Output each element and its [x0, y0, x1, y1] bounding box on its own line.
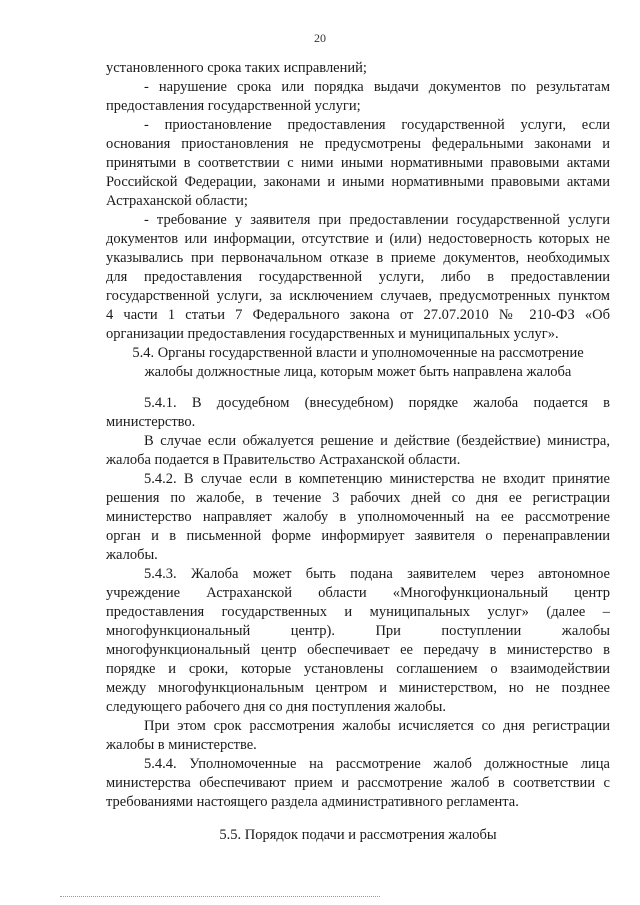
text-line: решения по жалобе, в течение 3 рабочих дней со дня ее регистрации	[106, 490, 610, 506]
text-line: Российской Федерации, законами и иными нормативными правовыми актами	[106, 174, 610, 190]
text-line: следующего рабочего дня со дня поступления жалобы.	[106, 699, 446, 715]
text-line: порядке и сроки, которые установлены соглашением о взаимодействии	[106, 661, 610, 677]
text-line: между многофункциональным центром и министерством, но не позднее	[106, 680, 610, 696]
text-line: - требование у заявителя при предоставлении государственной услуги	[144, 212, 610, 228]
text-line: министерство.	[106, 414, 196, 430]
text-line: учреждение Астраханской области «Многофункциональный центр	[106, 585, 610, 601]
text-line: 4 части 1 статьи 7 Федерального закона от 27.07.2010 № 210-ФЗ «Об	[106, 307, 610, 323]
complaint-grounds-list	[106, 59, 610, 344]
section-heading-5-4	[106, 344, 610, 382]
text-line: многофункциональный центр). При поступлении жалобы	[106, 623, 610, 639]
scan-edge-line	[60, 896, 380, 898]
section-5-4-body	[106, 394, 610, 812]
text-line: документов или информации, отсутствие и (или) недостоверность которых не	[106, 231, 610, 247]
text-line: - нарушение срока или порядка выдачи документов по результатам	[144, 79, 610, 95]
text-line: жалобы.	[106, 547, 158, 563]
text-line: организации предоставления государственных и муниципальных услуг».	[106, 326, 559, 342]
text-line: Астраханской области;	[106, 193, 248, 209]
text-line: указывались при первоначальном отказе в приеме документов, необходимых	[106, 250, 610, 266]
text-line: - приостановление предоставления государственной услуги, если	[144, 117, 610, 133]
text-line: для предоставления государственной услуги, либо в предоставлении	[106, 269, 610, 285]
text-line: 5.4.1. В досудебном (внесудебном) порядке жалоба подается в	[144, 395, 610, 411]
text-line: министерства обеспечивают прием и рассмотрение жалоб в соответствии с	[106, 775, 610, 791]
page-number: 20	[314, 31, 326, 45]
text-line: основания приостановления не предусмотрены федеральными законами и	[106, 136, 610, 152]
text-line: 5.4.4. Уполномоченные на рассмотрение жалоб должностные лица	[144, 756, 610, 772]
text-line: принятыми в соответствии с ними иными нормативными правовыми актами	[106, 155, 610, 171]
text-line: 5.4.3. Жалоба может быть подана заявителем через автономное	[144, 566, 610, 582]
text-line: предоставления государственных и муниципальных услуг» (далее –	[106, 604, 610, 620]
section-heading-5-5	[106, 826, 610, 845]
text-line: предоставления государственной услуги;	[106, 98, 361, 114]
text-line: требованиями настоящего раздела административного регламента.	[106, 794, 519, 810]
text-line: многофункциональный центр обеспечивает ее передачу в министерство в	[106, 642, 610, 658]
heading-line: 5.5. Порядок подачи и рассмотрения жалобы	[219, 827, 497, 843]
heading-line: жалобы должностные лица, которым может быть направлена жалоба	[144, 364, 572, 380]
text-line: жалоба подается в Правительство Астраханской области.	[106, 452, 461, 468]
text-line: государственной услуги, за исключением случаев, предусмотренных пунктом	[106, 288, 610, 304]
text-line: При этом срок рассмотрения жалобы исчисляется со дня регистрации	[144, 718, 610, 734]
text-line: министерство направляет жалобу в уполномоченный на ее рассмотрение	[106, 509, 610, 525]
text-line: орган и в письменной форме информирует заявителя о перенаправлении	[106, 528, 610, 544]
text-line: 5.4.2. В случае если в компетенцию министерства не входит принятие	[144, 471, 610, 487]
heading-line: 5.4. Органы государственной власти и уполномоченные на рассмотрение	[132, 345, 584, 361]
text-line: жалобы в министерстве.	[106, 737, 257, 753]
text-line: установленного срока таких исправлений;	[106, 60, 367, 76]
text-line: В случае если обжалуется решение и действие (бездействие) министра,	[144, 433, 610, 449]
